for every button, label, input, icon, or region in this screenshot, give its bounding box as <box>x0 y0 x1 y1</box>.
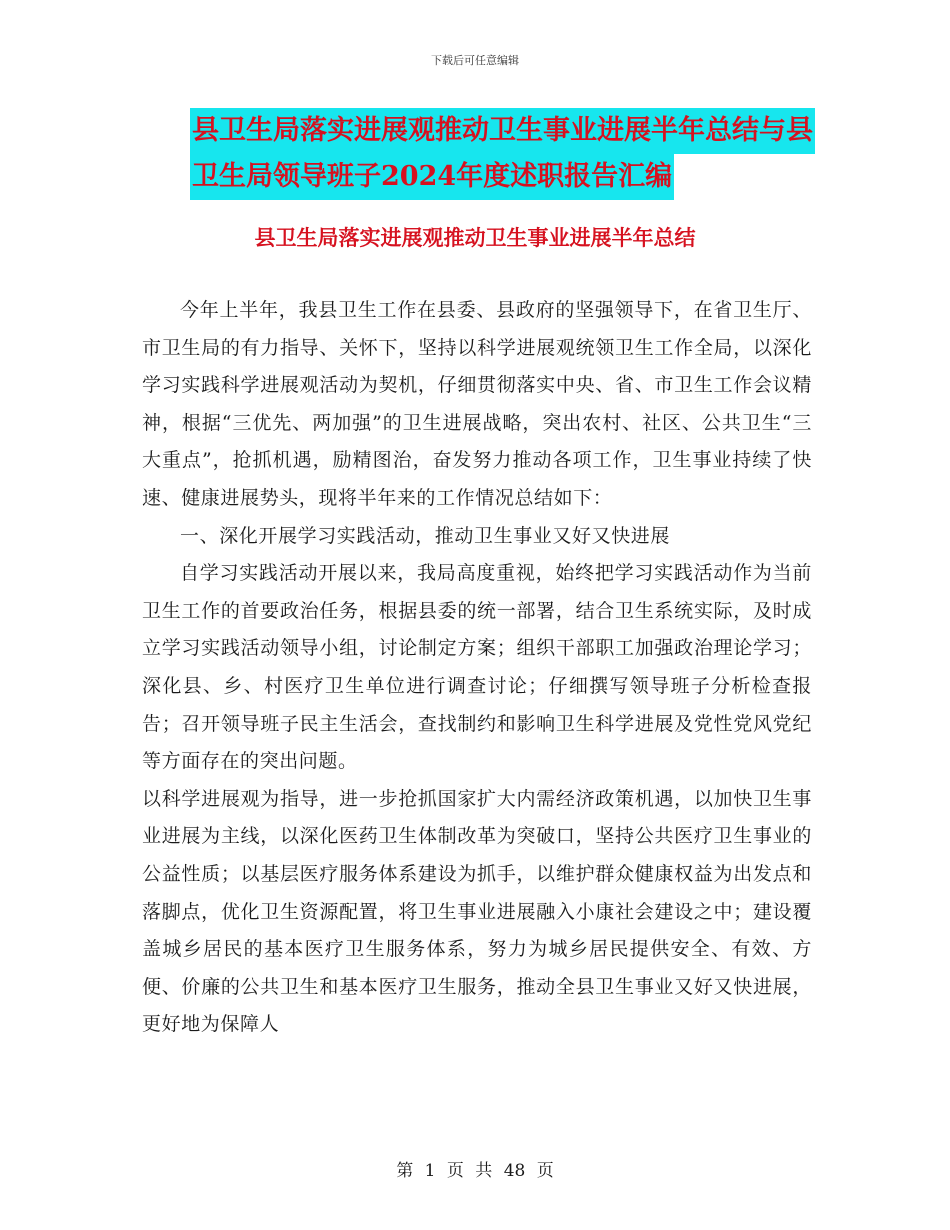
document-body <box>142 292 812 1044</box>
page-header-note: 下载后可任意编辑 <box>431 54 519 67</box>
document-title-line-2: 卫生局领导班子2024年度述职报告汇编 <box>190 154 674 200</box>
document-title-line-1: 县卫生局落实进展观推动卫生事业进展半年总结与县 <box>190 108 815 154</box>
paragraph-heading-1: 一、深化开展学习实践活动，推动卫生事业又好又快进展 <box>180 524 671 547</box>
paragraph-intro: 今年上半年，我县卫生工作在县委、县政府的坚强领导下，在省卫生厅、市卫生局的有力指导、关怀下，坚持以科学进展观统领卫生工作全局，以深化学习实践科学进展观活动为契机，仔细贯彻落实中央、省、市卫生工作会议精神，根据“三优先、两加强”的卫生进展战略，突出农村、社区、公共卫生“三大重点”，抢抓机遇，励精图治，奋发努力推动各项工作，卫生事业持续了快速、健康进展势头，现将半年来的工作情况总结如下： <box>142 299 812 509</box>
page-number: 第 1 页 共 48 页 <box>396 1161 554 1181</box>
document-title <box>150 108 813 200</box>
paragraph-guiding-principle: 以科学进展观为指导，进一步抢抓国家扩大内需经济政策机遇，以加快卫生事业进展为主线，以深化医药卫生体制改革为突破口，坚持公共医疗卫生事业的公益性质；以基层医疗服务体系建设为抓手，以维护群众健康权益为出发点和落脚点，优化卫生资源配置，将卫生事业进展融入小康社会建设之中；建设覆盖城乡居民的基本医疗卫生服务体系，努力为城乡居民提供安全、有效、方便、价廉的公共卫生和基本医疗卫生服务，推动全县卫生事业又好又快进展，更好地为保障人 <box>142 787 812 1036</box>
paragraph-practice-activity: 自学习实践活动开展以来，我局高度重视，始终把学习实践活动作为当前卫生工作的首要政治任务，根据县委的统一部署，结合卫生系统实际，及时成立学习实践活动领导小组，讨论制定方案；组织干部职工加强政治理论学习；深化县、乡、村医疗卫生单位进行调查讨论；仔细撰写领导班子分析检查报告；召开领导班子民主生活会，查找制约和影响卫生科学进展及党性党风党纪等方面存在的突出问题。 <box>142 562 812 773</box>
section-title: 县卫生局落实进展观推动卫生事业进展半年总结 <box>254 225 696 250</box>
